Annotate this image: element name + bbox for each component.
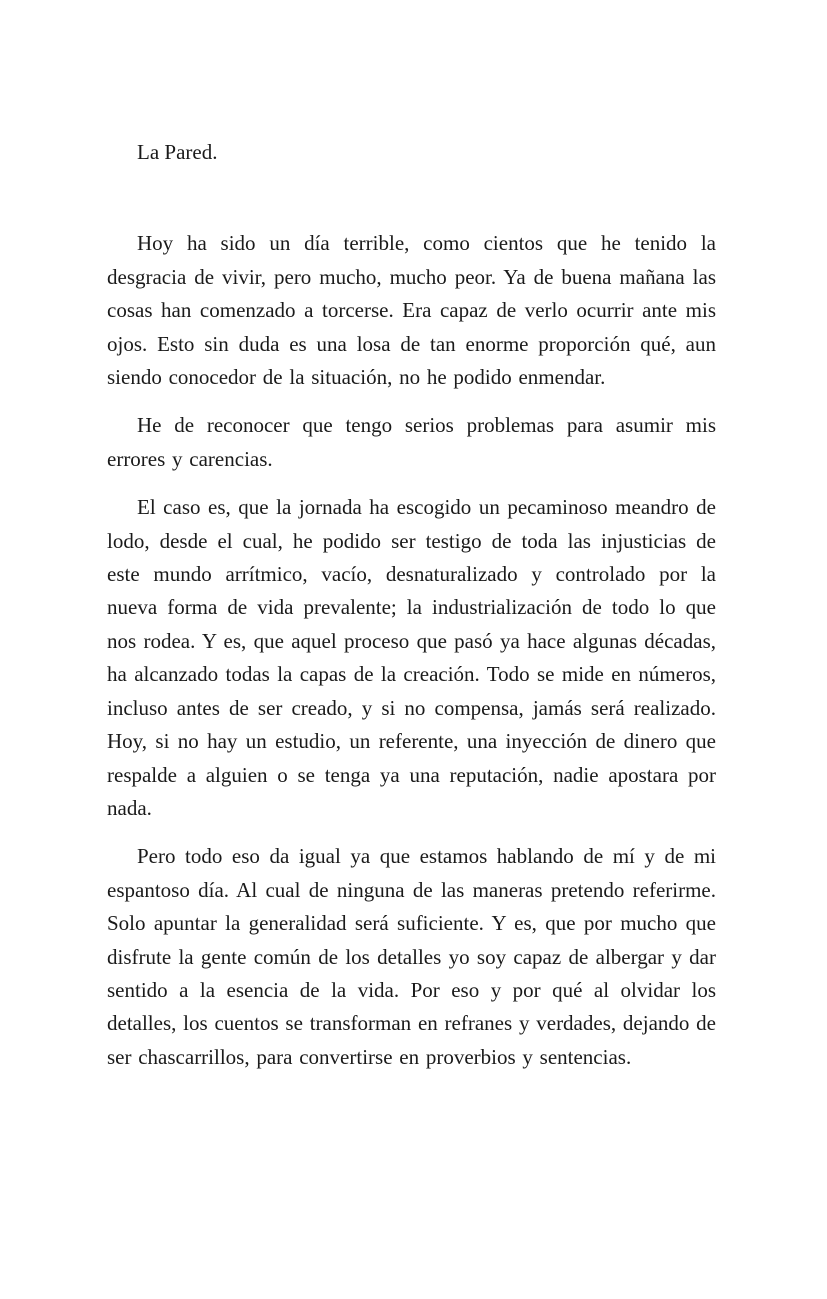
paragraph-4: Pero todo eso da igual ya que estamos hablando de mí y de mi espantoso día. Al cual de ninguna de las maneras pretendo referirme. Solo apuntar la generalidad será suficiente. Y es, que por mucho que disfrute la gente común de los detalles yo soy capaz de albergar y dar sentido a la esencia de la vida. Por eso y por qué al olvidar los detalles, los cuentos se transforman en refranes y verdades, dejando de ser chascarrillos, para convertirse en proverbios y sentencias.: [107, 844, 716, 1069]
paragraph-1: Hoy ha sido un día terrible, como cientos que he tenido la desgracia de vivir, pero mucho, mucho peor. Ya de buena mañana las cosas han comenzado a torcerse. Era capaz de verlo ocurrir ante mis ojos. Esto sin duda es una losa de tan enorme proporción qué, aun siendo conocedor de la situación, no he podido enmendar.: [107, 231, 716, 390]
page-title: La Pared.: [137, 140, 218, 164]
text-block: [107, 136, 716, 1074]
paragraph-3: El caso es, que la jornada ha escogido un pecaminoso meandro de lodo, desde el cual, he podido ser testigo de toda las injusticias de este mundo arrítmico, vacío, desnaturalizado y controlado por la nueva forma de vida prevalente; la industrialización de todo lo que nos rodea. Y es, que aquel proceso que pasó ya hace algunas décadas, ha alcanzado todas la capas de la creación. Todo se mide en números, incluso antes de ser creado, y si no compensa, jamás será realizado. Hoy, si no hay un estudio, un referente, una inyección de dinero que respalde a alguien o se tenga ya una reputación, nadie apostara por nada.: [107, 495, 716, 820]
paragraph-2: He de reconocer que tengo serios problemas para asumir mis errores y carencias.: [107, 413, 716, 471]
